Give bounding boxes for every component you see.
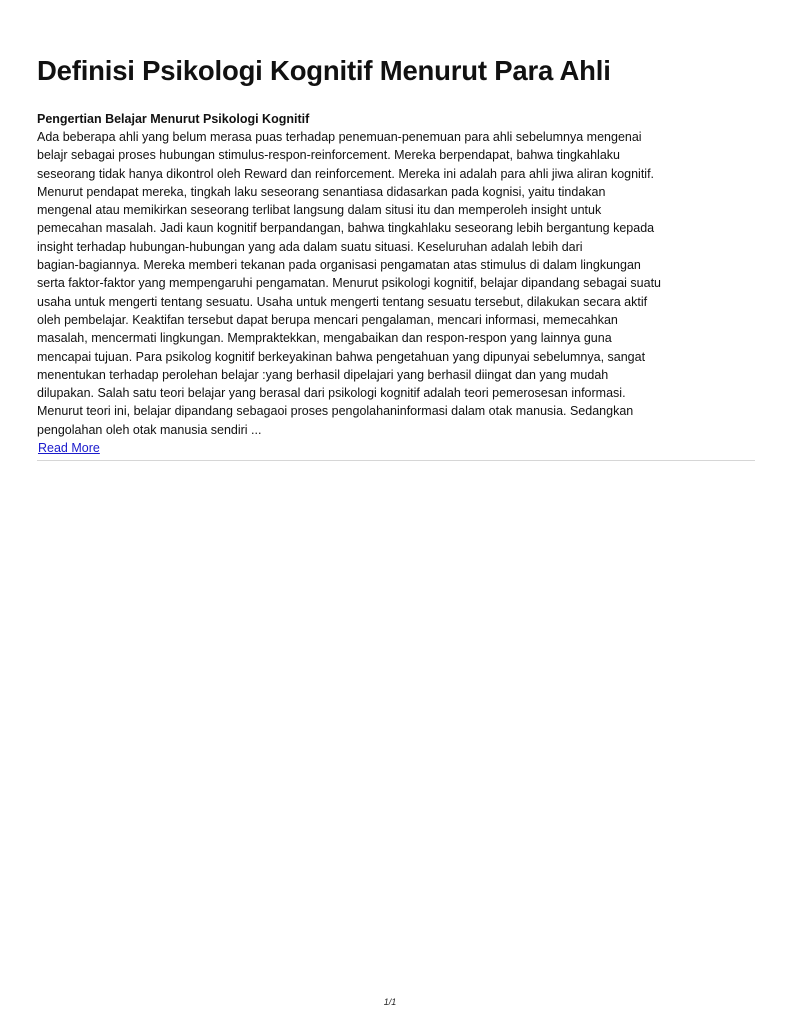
article-line: belajr sebagai proses hubungan stimulus-respon-reinforcement. Mereka berpendapat, bahwa tingkahlaku — [37, 148, 620, 163]
article-line: seseorang tidak hanya dikontrol oleh Reward dan reinforcement. Mereka ini adalah para ahli jiwa aliran kognitif. — [37, 166, 655, 181]
article-line: serta faktor-faktor yang mempengaruhi pengamatan. Menurut psikologi kognitif, belajar dipandang sebagai suatu — [37, 276, 661, 291]
article-line: menentukan terhadap perolehan belajar :yang berhasil dipelajari yang berhasil diingat dan yang mudah — [37, 367, 609, 382]
divider — [37, 460, 755, 461]
article-line: oleh pembelajar. Keaktifan tersebut dapat berupa mencari pengalaman, mencari informasi, memecahkan — [37, 312, 618, 327]
article-line: usaha untuk mengerti tentang sesuatu. Usaha untuk mengerti tentang sesuatu tersebut, dilakukan secara aktif — [37, 294, 648, 309]
article-line: pemecahan masalah. Jadi kaun kognitif berpandangan, bahwa tingkahlaku seseorang lebih bergantung kepada — [37, 221, 655, 236]
article-line: pengolahan oleh otak manusia sendiri ... — [37, 422, 262, 437]
article-line: mengenal atau memikirkan seseorang terlibat langsung dalam situsi itu dan memperoleh insight untuk — [37, 203, 602, 218]
page-number: 1/1 — [383, 997, 397, 1007]
article-line: Menurut pendapat mereka, tingkah laku seseorang senantiasa didasarkan pada kognisi, yaitu tindakan — [37, 184, 606, 199]
article-line: Menurut teori ini, belajar dipandang sebagaoi proses pengolahaninformasi dalam otak manusia. Sedangkan — [37, 404, 634, 419]
read-more-link[interactable]: Read More — [38, 441, 100, 456]
article-heading: Pengertian Belajar Menurut Psikologi Kognitif — [37, 112, 310, 126]
article — [37, 110, 755, 457]
article-body — [37, 128, 755, 439]
article-line: dilupakan. Salah satu teori belajar yang berasal dari psikologi kognitif adalah teori pemerosesan informasi. — [37, 386, 626, 401]
page-title: Definisi Psikologi Kognitif Menurut Para Ahli — [37, 55, 611, 86]
article-line: bagian-bagiannya. Mereka memberi tekanan pada organisasi pengamatan atas stimulus di dalam lingkungan — [37, 258, 641, 273]
article-line: masalah, mencermati lingkungan. Mempraktekkan, mengabaikan dan respon-respon yang lainnya guna — [37, 331, 612, 346]
article-line: insight terhadap hubungan-hubungan yang ada dalam suatu situasi. Keseluruhan adalah lebih dari — [37, 239, 583, 254]
article-line: mencapai tujuan. Para psikolog kognitif berkeyakinan bahwa pengetahuan yang dipunyai sebelumnya, sangat — [37, 349, 646, 364]
article-line: Ada beberapa ahli yang belum merasa puas terhadap penemuan-penemuan para ahli sebelumnya mengenai — [37, 130, 642, 144]
